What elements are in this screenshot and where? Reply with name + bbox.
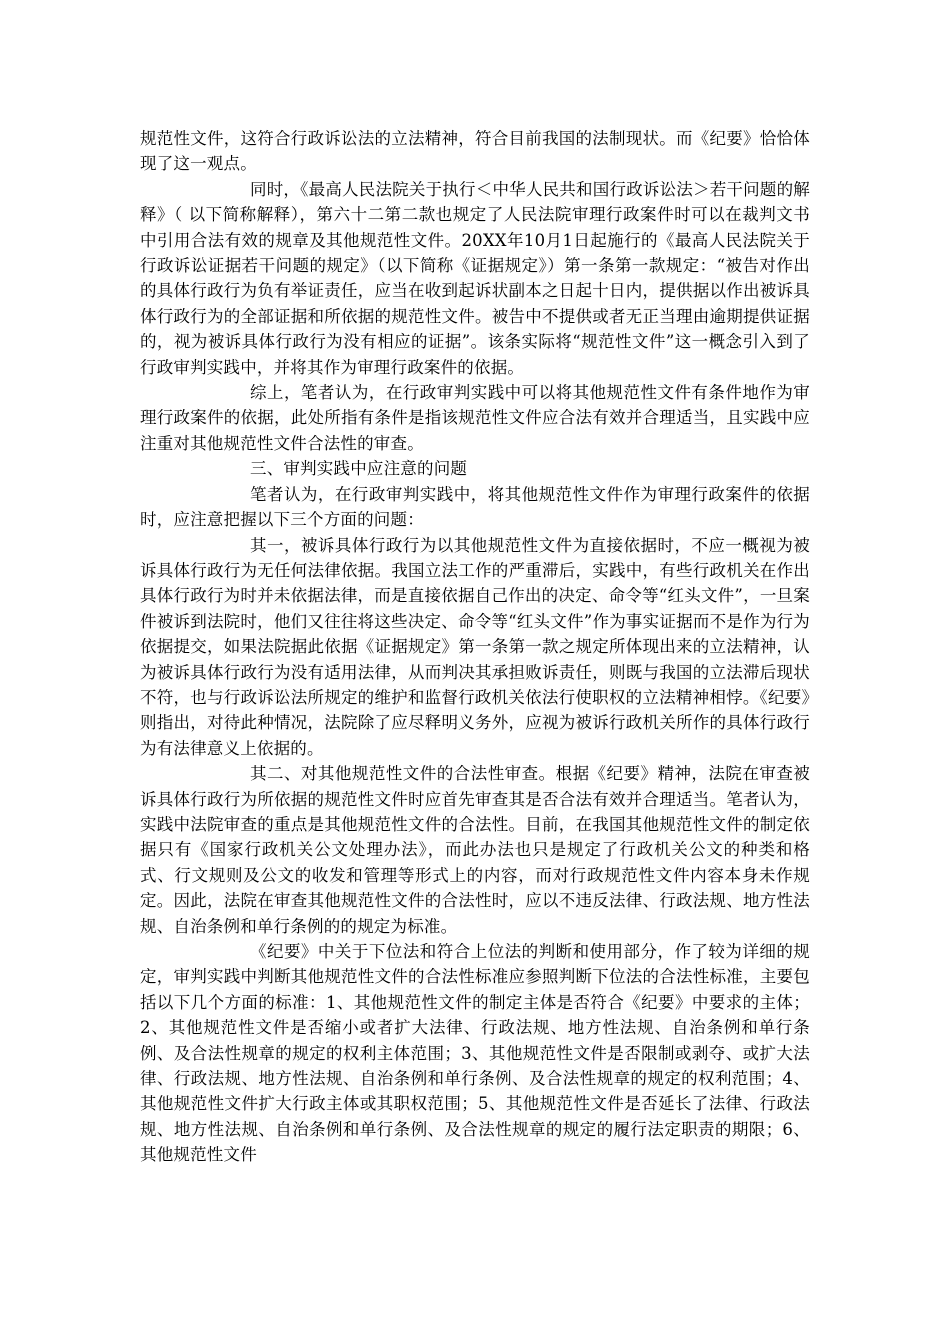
document-body — [140, 126, 810, 1168]
paragraph-continued: 规范性文件，这符合行政诉讼法的立法精神，符合目前我国的法制现状。而《纪要》恰恰体现了这一观点。 — [140, 129, 810, 174]
paragraph-summary: 综上，笔者认为，在行政审判实践中可以将其他规范性文件有条件地作为审理行政案件的依据，此处所指有条件是指该规范性文件应合法有效并合理适当，且实践中应注重对其他规范性文件合法性的审查。 — [140, 383, 810, 453]
paragraph-point-one: 其一，被诉具体行政行为以其他规范性文件为直接依据时，不应一概视为被诉具体行政行为无任何法律依据。我国立法工作的严重滞后，实践中，有些行政机关在作出具体行政行为时并未依据法律，而是直接依据自己作出的决定、命令等“红头文件”，一旦案件被诉到法院时，他们又往往将这些决定、命令等“红头文件”作为事实证据而不是作为行为依据提交，如果法院据此依据《证据规定》第一条第一款之规定所体现出来的立法精神，认为被诉具体行政行为没有适用法律，从而判决其承担败诉责任，则既与我国的立法滞后现状不符，也与行政诉讼法所规定的维护和监督行政机关依法行使职权的立法精神相悖。《纪要》则指出，对待此种情况，法院除了应尽释明义务外，应视为被诉行政机关所作的具体行政行为有法律意义上依据的。 — [140, 535, 810, 758]
paragraph-point-two: 其二、对其他规范性文件的合法性审查。根据《纪要》精神，法院在审查被诉具体行政行为所依据的规范性文件时应首先审查其是否合法有效并合理适当。笔者认为，实践中法院审查的重点是其他规范性文件的合法性。目前，在我国其他规范性文件的制定依据只有《国家行政机关公文处理办法》，而此办法也只是规定了行政机关公文的种类和格式、行文规则及公文的收发和管理等形式上的内容，而对行政规范性文件内容本身未作规定。因此，法院在审查其他规范性文件的合法性时，应以不违反法律、行政法规、地方性法规、自治条例和单行条例的的规定为标准。 — [140, 764, 810, 936]
paragraph-interpretation: 同时，《最高人民法院关于执行＜中华人民共和国行政诉讼法＞若干问题的解释》（ 以下简称解释），第六十二第二款也规定了人民法院审理行政案件时可以在裁判文书中引用合法有效的规章及其他规范性文件。20XX年10月1日起施行的《最高人民法院关于行政诉讼证据若干问题的规定》（以下简称《证据规定》）第一条第一款规定：“被告对作出的具体行政行为负有举证责任，应当在收到起诉状副本之日起十日内，提供据以作出被诉具体行政行为的全部证据和所依据的规范性文件。被告中不提供或者无正当理由逾期提供证据的，视为被诉具体行政行为没有相应的证据”。该条实际将“规范性文件”这一概念引入到了行政审判实践中，并将其作为审理行政案件的依据。 — [140, 179, 810, 377]
section-heading: 三、审判实践中应注意的问题 — [250, 459, 468, 479]
paragraph-intro: 笔者认为，在行政审判实践中，将其他规范性文件作为审理行政案件的依据时，应注意把握以下三个方面的问题： — [140, 484, 810, 530]
paragraph-standards: 《纪要》中关于下位法和符合上位法的判断和使用部分，作了较为详细的规定，审判实践中判断其他规范性文件的合法性标准应参照判断下位法的合法性标准，主要包括以下几个方面的标准：1、其他规范性文件的制定主体是否符合《纪要》中要求的主体；2、其他规范性文件是否缩小或者扩大法律、行政法规、地方性法规、自治条例和单行条例、及合法性规章的规定的权利主体范围；3、其他规范性文件是否限制或剥夺、或扩大法律、行政法规、地方性法规、自治条例和单行条例、及合法性规章的规定的权利范围；4、其他规范性文件扩大行政主体或其职权范围；5、其他规范性文件是否延长了法律、行政法规、地方性法规、自治条例和单行条例、及合法性规章的规定的履行法定职责的期限；6、其他规范性文件 — [140, 942, 810, 1165]
